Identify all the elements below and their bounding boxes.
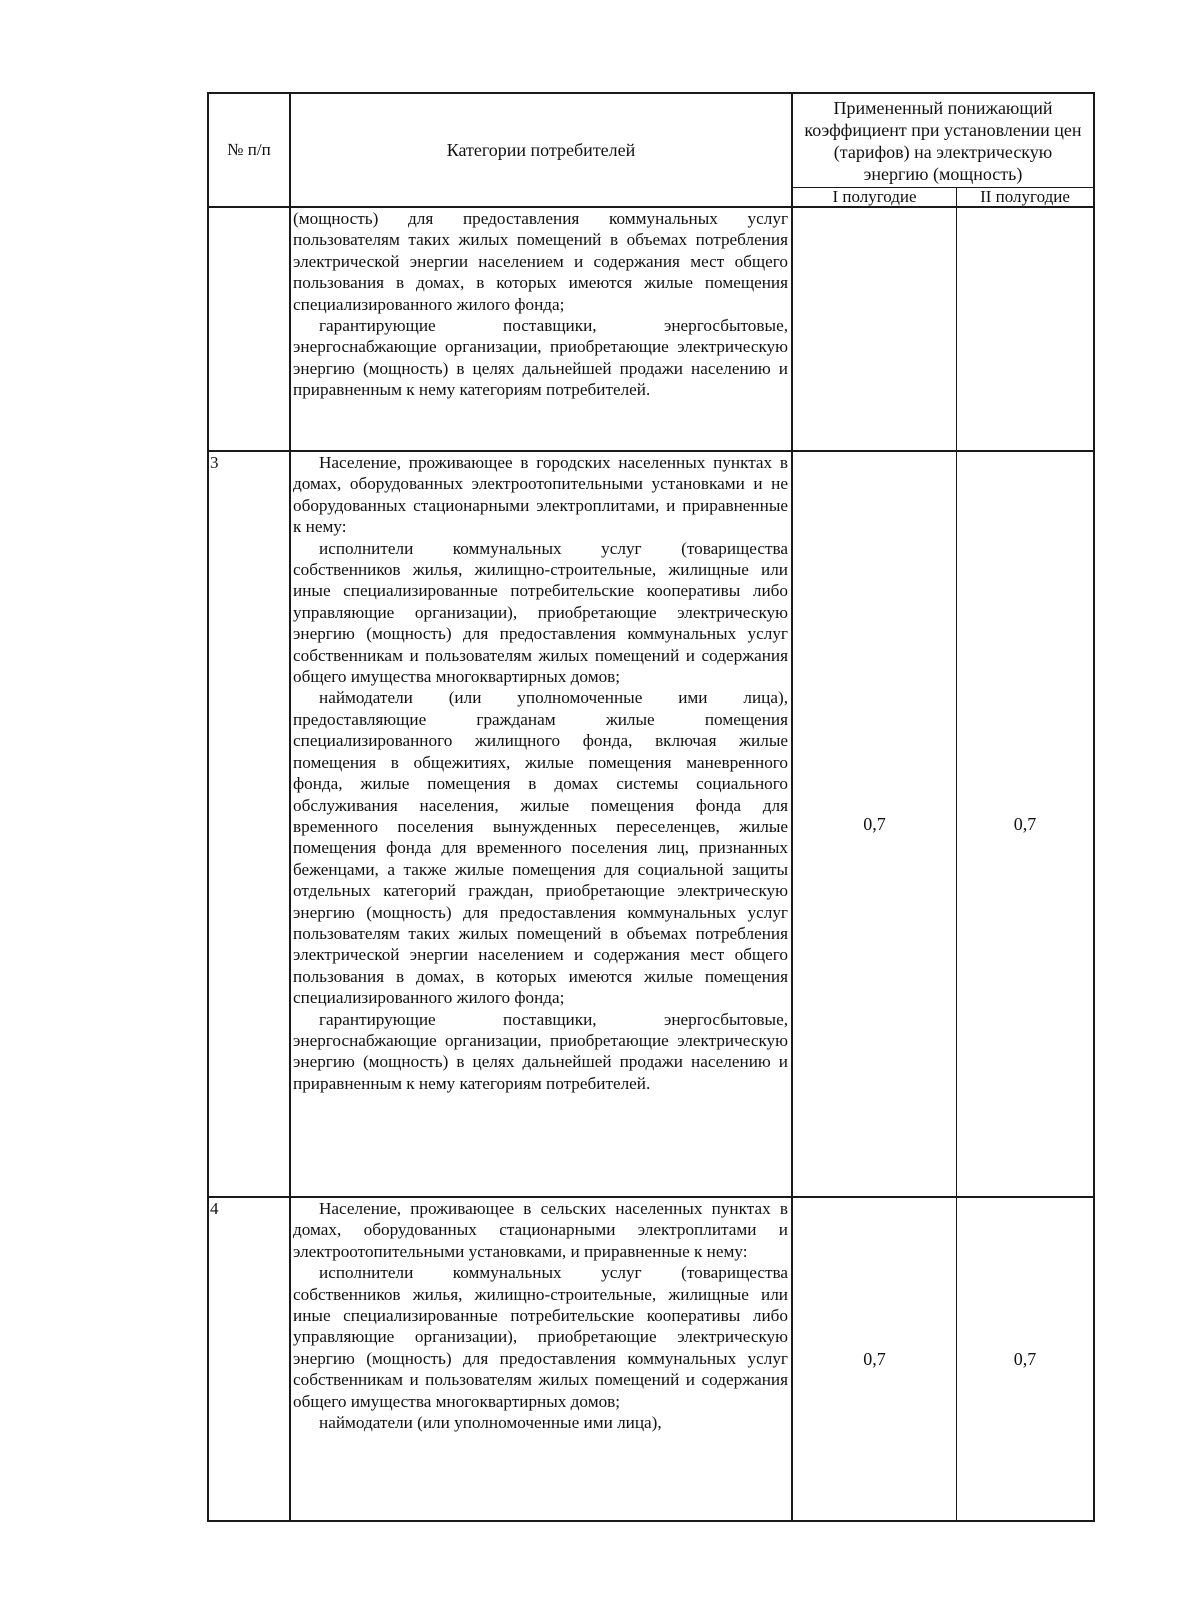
row-number: 4 (209, 1198, 291, 1520)
row-paragraph: Население, проживающее в сельских населенных пунктах в домах, оборудованных стационарными электроплитами и электроотопительными установками, и приравненные к нему: (293, 1199, 788, 1261)
row-paragraph: (мощность) для предоставления коммунальных услуг пользователям таких жилых помещений в объемах потребления электрической энергии населением и содержания мест общего пользования в домах, в которых имеются жилые помещения специализированного жилого фонда; (293, 209, 788, 314)
tariff-table (207, 92, 1095, 1522)
row-half-1-value: 0,7 (793, 1198, 957, 1520)
row-half-2-value: 0,7 (1013, 1348, 1037, 1369)
row-half-1-value (793, 208, 957, 452)
row-paragraph: наймодатели (или уполномоченные ими лица), предоставляющие гражданам жилые помещения специализированного жилищного фонда, включая жилые помещения в общежитиях, жилые помещения маневренного фонда, жилые помещения в домах системы социального обслуживания населения, жилые помещения фонда для временного поселения вынужденных переселенцев, жилые помещения фонда для временного поселения лиц, признанных беженцами, а также жилые помещения для социальной защиты отдельных категорий граждан, приобретающие электрическую энергию (мощность) для предоставления коммунальных услуг пользователям таких жилых помещений в объемах потребления электрической энергии населением и содержания мест общего пользования в домах, в которых имеются жилые помещения специализированного жилого фонда; (293, 688, 788, 1008)
header-category: Категории потребителей (291, 94, 793, 208)
row-paragraph: наймодатели (или уполномоченные ими лица), (319, 1413, 662, 1433)
row-paragraph: гарантирующие поставщики, энергосбытовые, энергоснабжающие организации, приобретающие электрическую энергию (мощность) в целях дальнейшей продажи населению и приравненным к нему категориям потребителей. (293, 316, 788, 400)
row-paragraph: исполнители коммунальных услуг (товарищества собственников жилья, жилищно-строительные, жилищные или иные специализированные потребительские кооперативы либо управляющие организации), приобретающие электрическую энергию (мощность) для предоставления коммунальных услуг собственникам и пользователям жилых помещений и содержания общего имущества многоквартирных домов; (293, 1263, 788, 1411)
row-number (209, 208, 291, 452)
row-paragraph: Население, проживающее в городских населенных пунктах в домах, оборудованных электроотопительными установками и не оборудованных стационарными электроплитами, и приравненные к нему: (293, 453, 788, 537)
row-paragraph: гарантирующие поставщики, энергосбытовые, энергоснабжающие организации, приобретающие электрическую энергию (мощность) в целях дальнейшей продажи населению и приравненным к нему категориям потребителей. (293, 1009, 788, 1093)
row-half-2-value (957, 208, 1093, 452)
row-category (291, 208, 793, 452)
row-paragraph: исполнители коммунальных услуг (товарищества собственников жилья, жилищно-строительные, жилищные или иные специализированные потребительские кооперативы либо управляющие организации), приобретающие электрическую энергию (мощность) для предоставления коммунальных услуг собственникам и пользователям жилых помещений и содержания общего имущества многоквартирных домов; (293, 538, 788, 687)
row-category (291, 1198, 793, 1520)
row-half-2-value: 0,7 (957, 452, 1093, 1198)
header-number: № п/п (209, 94, 291, 208)
header-half-2: II полугодие (957, 188, 1093, 208)
header-half-1: I полугодие (793, 188, 957, 208)
header-coefficient: Примененный понижающий коэффициент при установлении цен (тарифов) на электрическую энергию (мощность) (793, 94, 1093, 188)
row-number: 3 (209, 452, 291, 1198)
row-category (291, 452, 793, 1198)
row-half-1-value: 0,7 (793, 452, 957, 1198)
